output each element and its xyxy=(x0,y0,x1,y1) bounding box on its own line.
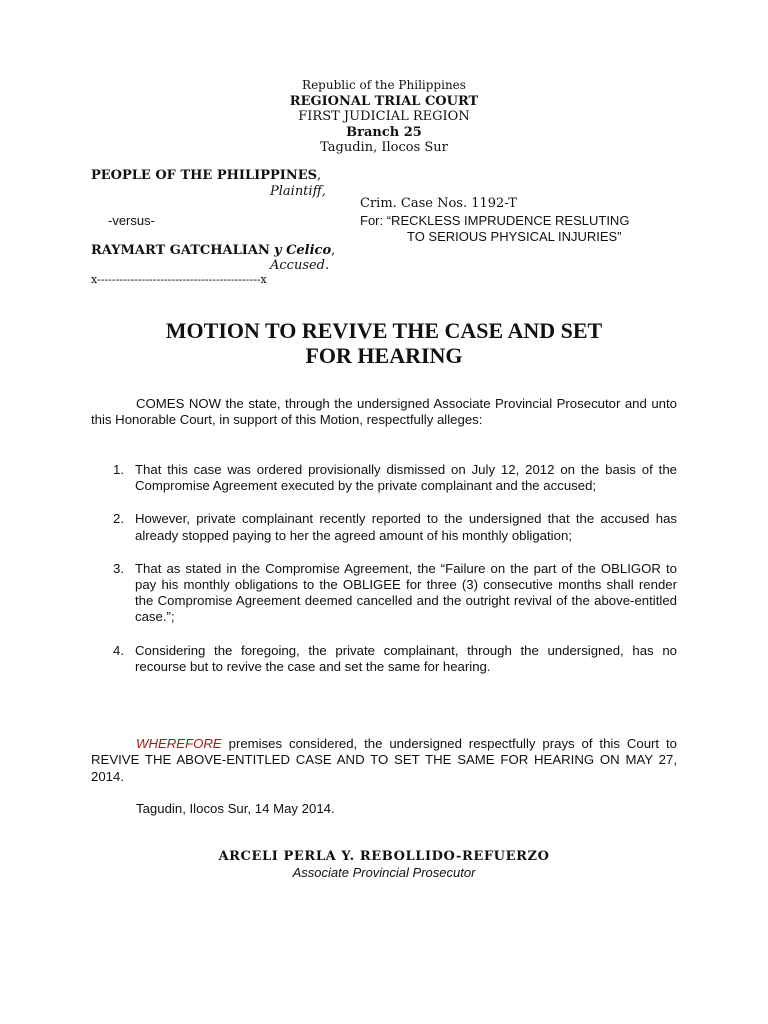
allegations-list xyxy=(91,462,677,692)
list-item: 1. That this case was ordered provisionally dismissed on July 12, 2012 on the basis of the Compromise Agreement executed by the private complainant and the accused; xyxy=(113,462,677,494)
court-header xyxy=(0,78,768,156)
plaintiff-name: PEOPLE OF THE PHILIPPINES, xyxy=(91,168,322,183)
court-name: REGIONAL TRIAL COURT xyxy=(289,93,479,109)
title-line-2: FOR HEARING xyxy=(305,343,463,368)
prayer-paragraph: WHEREFORE premises considered, the undersigned respectfully prays of this Court to REVIVE THE ABOVE-ENTITLED CASE AND TO SET THE SAME FOR HEARING ON MAY 27, 2014. xyxy=(91,736,677,784)
list-item: 2. However, private complainant recently reported to the undersigned that the accused has already stopped paying to her the agreed amount of his monthly obligation; xyxy=(113,511,677,543)
title-line-1: MOTION TO REVIVE THE CASE AND SET xyxy=(165,318,603,343)
accused-label: Accused. xyxy=(270,258,330,273)
signatory-name: ARCELI PERLA Y. REBOLLIDO-REFUERZO xyxy=(218,849,550,864)
wherefore-text: WHEREFORE xyxy=(136,736,222,751)
place-date: Tagudin, Ilocos Sur, 14 May 2014. xyxy=(136,801,335,816)
motion-title xyxy=(0,318,768,368)
list-item: 4. Considering the foregoing, the private complainant, through the undersigned, has no recourse but to revive the case and set the same for hearing. xyxy=(113,642,677,674)
judicial-region: FIRST JUDICIAL REGION xyxy=(298,109,470,124)
branch: Branch 25 xyxy=(346,124,422,140)
republic-line: Republic of the Philippines xyxy=(302,78,466,92)
court-location: Tagudin, Ilocos Sur xyxy=(320,140,448,155)
list-item: 3. That as stated in the Compromise Agreement, the “Failure on the part of the OBLIGOR to pay his monthly obligations to the OBLIGEE for three (3) consecutive months shall render the Compromise Agreement deemed cancelled and the outright revival of the above-entitled case.”; xyxy=(113,560,677,625)
offense-line-1: For: “RECKLESS IMPRUDENCE RESLUTING xyxy=(360,213,630,228)
versus: -versus- xyxy=(108,213,155,228)
caption-separator: x--------------------------------------------x xyxy=(91,273,267,286)
intro-paragraph: COMES NOW the state, through the undersigned Associate Provincial Prosecutor and unto this Honorable Court, in support of this Motion, respectfully alleges: xyxy=(91,396,677,428)
plaintiff-label: Plaintiff, xyxy=(270,184,326,199)
signatory-title: Associate Provincial Prosecutor xyxy=(292,865,476,880)
accused-name: RAYMART GATCHALIAN y Celico, xyxy=(91,243,336,258)
case-number: Crim. Case Nos. 1192-T xyxy=(360,196,517,211)
offense-line-2: TO SERIOUS PHYSICAL INJURIES” xyxy=(407,229,622,244)
